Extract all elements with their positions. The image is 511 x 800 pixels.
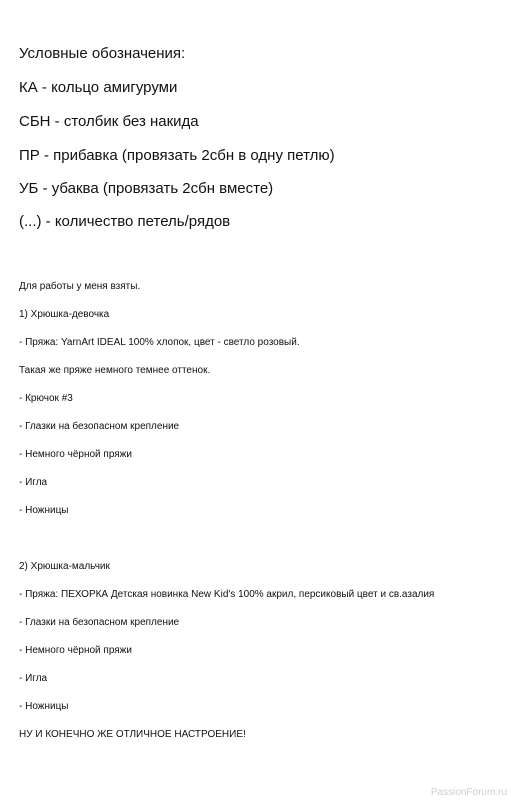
legend-item-ub: УБ - убаква (провязать 2сбн вместе) (19, 180, 274, 197)
boy-item-yarn: - Пряжа: ПЕХОРКА Детская новинка New Kid's 100% акрил, персиковый цвет и св.азалия (19, 589, 435, 600)
watermark: PassionForum.ru (430, 787, 507, 798)
legend-item-sbn: СБН - столбик без накида (19, 113, 199, 130)
girl-item-black-yarn: - Немного чёрной пряжи (19, 449, 132, 460)
legend-title: Условные обозначения: (19, 45, 186, 62)
girl-title: 1) Хрюшка-девочка (19, 309, 110, 320)
girl-item-hook: - Крючок #3 (19, 393, 73, 404)
closing-line: НУ И КОНЕЧНО ЖЕ ОТЛИЧНОЕ НАСТРОЕНИЕ! (19, 729, 246, 740)
boy-item-black-yarn: - Немного чёрной пряжи (19, 645, 132, 656)
materials-intro: Для работы у меня взяты. (19, 281, 141, 292)
boy-item-scissors: - Ножницы (19, 701, 69, 712)
girl-item-needle: - Игла (19, 477, 48, 488)
legend-item-pr: ПР - прибавка (провязать 2сбн в одну петлю) (19, 147, 335, 164)
girl-item-yarn: - Пряжа: YarnArt IDEAL 100% хлопок, цвет - светло розовый. (19, 337, 300, 348)
boy-item-eyes: - Глазки на безопасном крепление (19, 617, 180, 628)
girl-item-yarn-dark: Такая же пряже немного темнее оттенок. (19, 365, 211, 376)
boy-title: 2) Хрюшка-мальчик (19, 561, 110, 572)
legend-item-ka: КА - кольцо амигуруми (19, 79, 178, 96)
girl-item-scissors: - Ножницы (19, 505, 69, 516)
legend-item-count: (...) - количество петель/рядов (19, 213, 231, 230)
girl-item-eyes: - Глазки на безопасном крепление (19, 421, 180, 432)
boy-item-needle: - Игла (19, 673, 48, 684)
